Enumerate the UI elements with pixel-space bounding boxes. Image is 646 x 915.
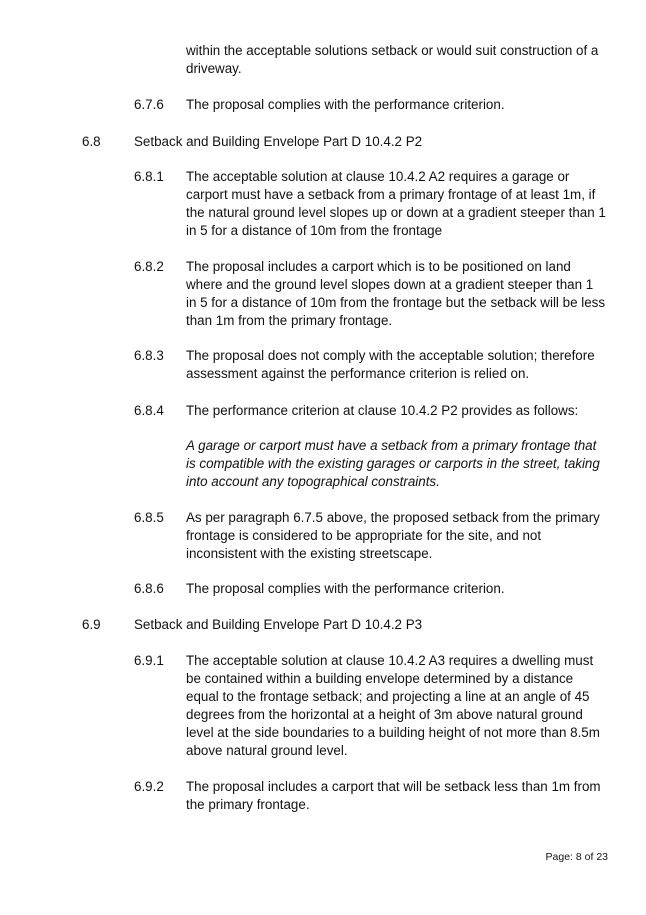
paragraph-6-8-3: The proposal does not comply with the acceptable solution; therefore assessment against the performance criterion is relied on. — [186, 348, 595, 381]
paragraph-number-6-9-1: 6.9.1 — [134, 653, 164, 668]
paragraph-number-6-9-2: 6.9.2 — [134, 779, 164, 794]
paragraph-number-6-8-4: 6.8.4 — [134, 403, 164, 418]
paragraph-6-8-1: The acceptable solution at clause 10.4.2 A2 requires a garage or carport must have a setback from a primary frontage of at least 1m, if the natural ground level slopes up or down at a gradient steeper than 1 in 5 for a distance of 10m from the frontage — [186, 169, 606, 238]
paragraph-number-6-7-6: 6.7.6 — [134, 97, 164, 112]
section-title-6-8: Setback and Building Envelope Part D 10.4.2 P2 — [134, 134, 423, 149]
quoted-performance-criterion: A garage or carport must have a setback from a primary frontage that is compatible with the existing garages or carports in the street, taking into account any topographical constraints. — [186, 438, 600, 489]
paragraph-number-6-8-6: 6.8.6 — [134, 581, 164, 596]
paragraph-6-9-1: The acceptable solution at clause 10.4.2 A3 requires a dwelling must be contained within a building envelope determined by a distance equal to the frontage setback; and projecting a line at an angle of 45 degrees from the horizontal at a height of 3m above natural ground level at the side boundaries to a building height of not more than 8.5m above natural ground level. — [186, 653, 600, 758]
paragraph-6-8-5: As per paragraph 6.7.5 above, the proposed setback from the primary frontage is considered to be appropriate for the site, and not inconsistent with the existing streetscape. — [186, 510, 600, 561]
paragraph-number-6-8-3: 6.8.3 — [134, 348, 164, 363]
paragraph-6-8-6: The proposal complies with the performance criterion. — [186, 581, 505, 596]
section-number-6-9: 6.9 — [82, 617, 101, 632]
page-number-footer: Page: 8 of 23 — [545, 851, 608, 863]
paragraph-6-8-4: The performance criterion at clause 10.4.2 P2 provides as follows: — [186, 403, 579, 418]
section-number-6-8: 6.8 — [82, 134, 101, 149]
paragraph-number-6-8-2: 6.8.2 — [134, 259, 164, 274]
section-title-6-9: Setback and Building Envelope Part D 10.4.2 P3 — [134, 617, 423, 632]
paragraph-6-9-2: The proposal includes a carport that will be setback less than 1m from the primary frontage. — [186, 779, 601, 812]
paragraph-6-8-2: The proposal includes a carport which is to be positioned on land where and the ground level slopes down at a gradient steeper than 1 in 5 for a distance of 10m from the frontage but the setback will be less than 1m from the primary frontage. — [186, 259, 606, 328]
continuation-paragraph: within the acceptable solutions setback or would suit construction of a driveway. — [186, 43, 599, 76]
paragraph-6-7-6: The proposal complies with the performance criterion. — [186, 97, 505, 112]
paragraph-number-6-8-1: 6.8.1 — [134, 169, 164, 184]
paragraph-number-6-8-5: 6.8.5 — [134, 510, 164, 525]
